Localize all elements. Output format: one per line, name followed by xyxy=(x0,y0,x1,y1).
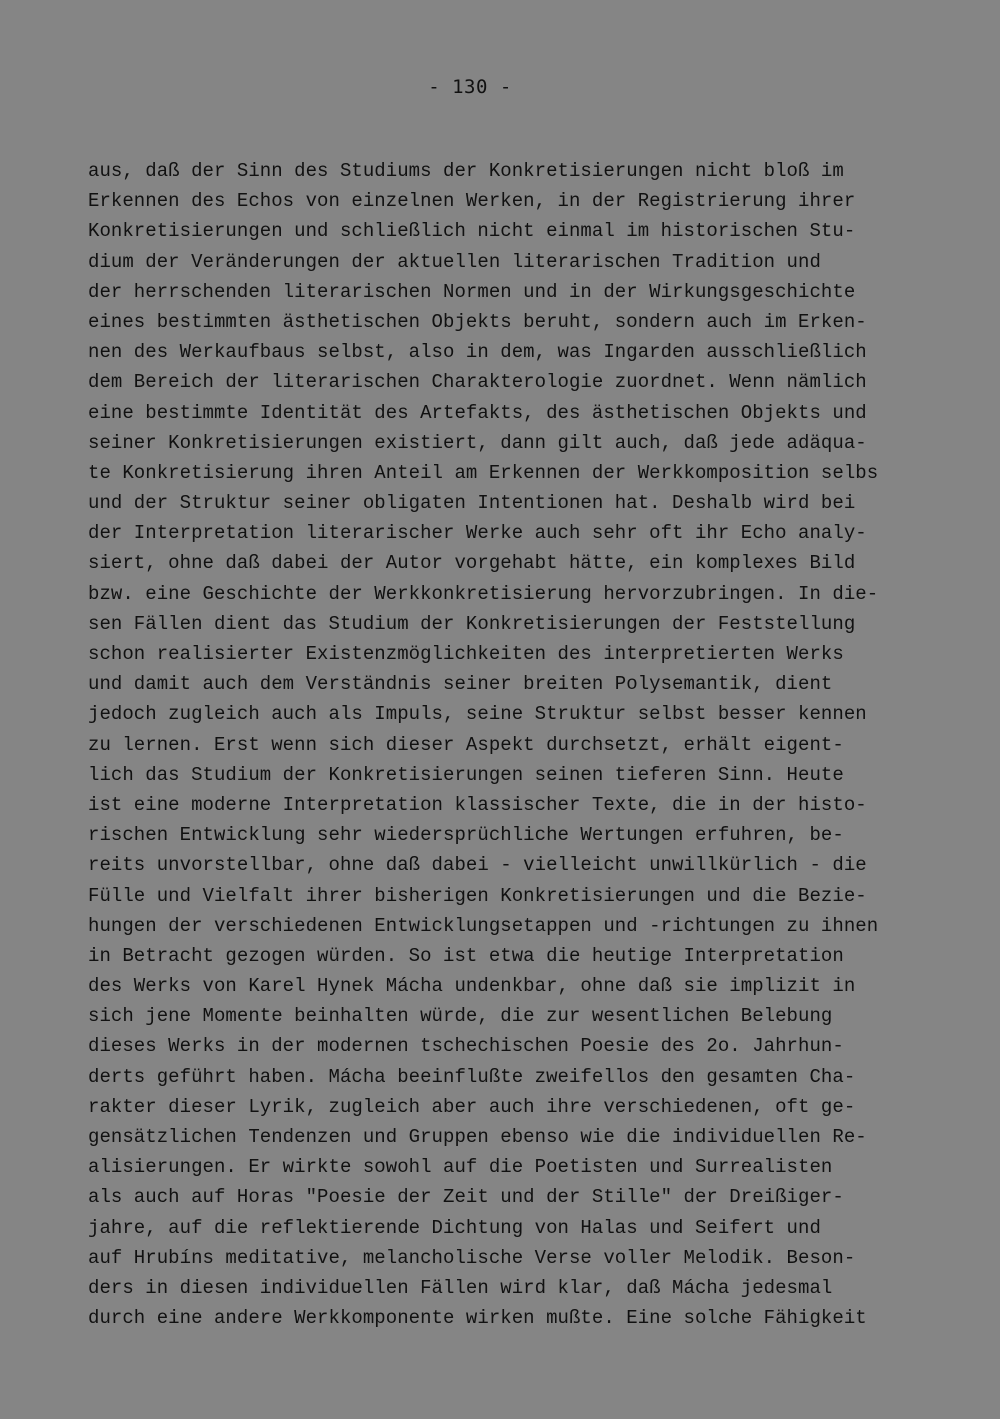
text-line: gensätzlichen Tendenzen und Gruppen ebenso wie die individuellen Re- xyxy=(88,1126,867,1148)
text-line: bzw. eine Geschichte der Werkkonkretisierung hervorzubringen. In die- xyxy=(88,582,879,605)
text-line: dium der Veränderungen der aktuellen literarischen Tradition und xyxy=(88,250,821,273)
text-line: und der Struktur seiner obligaten Intentionen hat. Deshalb wird bei xyxy=(88,492,856,515)
text-line: rakter dieser Lyrik, zugleich aber auch ihre verschiedenen, oft ge- xyxy=(88,1095,856,1118)
text-line: und damit auch dem Verständnis seiner breiten Polysemantik, dient xyxy=(88,673,833,696)
text-line: der Interpretation literarischer Werke auch sehr oft ihr Echo analy- xyxy=(88,522,867,545)
body-text xyxy=(88,156,918,1333)
text-line: Fülle und Vielfalt ihrer bisherigen Konkretisierungen und die Bezie- xyxy=(88,884,867,907)
text-line: auf Hrubíns meditative, melancholische Verse voller Melodik. Beson- xyxy=(88,1246,856,1269)
text-line: in Betracht gezogen würden. So ist etwa die heutige Interpretation xyxy=(88,944,844,967)
text-line: te Konkretisierung ihren Anteil am Erkennen der Werkkomposition selbs xyxy=(88,461,879,484)
text-line: schon realisierter Existenzmöglichkeiten des interpretierten Werks xyxy=(88,643,844,665)
text-line: zu lernen. Erst wenn sich dieser Aspekt durchsetzt, erhält eigent- xyxy=(88,733,844,756)
text-line: sen Fällen dient das Studium der Konkretisierungen der Feststellung xyxy=(88,612,856,635)
text-line: derts geführt haben. Mácha beeinflußte zweifellos den gesamten Cha- xyxy=(88,1065,856,1088)
text-line: eines bestimmten ästhetischen Objekts beruht, sondern auch im Erken- xyxy=(88,310,867,333)
text-line: nen des Werkaufbaus selbst, also in dem, was Ingarden ausschließlich xyxy=(88,341,867,364)
text-line: hungen der verschiedenen Entwicklungsetappen und -richtungen zu ihnen xyxy=(88,914,879,937)
text-line: Konkretisierungen und schließlich nicht einmal im historischen Stu- xyxy=(88,220,856,243)
text-line: des Werks von Karel Hynek Mácha undenkbar, ohne daß sie implizit in xyxy=(88,975,856,998)
text-line: ist eine moderne Interpretation klassischer Texte, die in der histo- xyxy=(88,793,867,816)
text-line: durch eine andere Werkkomponente wirken mußte. Eine solche Fähigkeit xyxy=(88,1307,867,1330)
text-line: reits unvorstellbar, ohne daß dabei - vielleicht unwillkürlich - die xyxy=(88,854,867,877)
text-line: siert, ohne daß dabei der Autor vorgehabt hätte, ein komplexes Bild xyxy=(88,552,856,575)
text-line: dem Bereich der literarischen Charakterologie zuordnet. Wenn nämlich xyxy=(88,371,867,394)
text-line: lich das Studium der Konkretisierungen seinen tieferen Sinn. Heute xyxy=(88,763,844,786)
text-line: eine bestimmte Identität des Artefakts, des ästhetischen Objekts und xyxy=(88,401,867,424)
text-line: Erkennen des Echos von einzelnen Werken, in der Registrierung ihrer xyxy=(88,190,856,213)
text-line: der herrschenden literarischen Normen und in der Wirkungsgeschichte xyxy=(88,280,856,303)
text-line: seiner Konkretisierungen existiert, dann gilt auch, daß jede adäqua- xyxy=(88,431,867,454)
text-line: sich jene Momente beinhalten würde, die zur wesentlichen Belebung xyxy=(88,1005,833,1028)
text-line: rischen Entwicklung sehr wiedersprüchliche Wertungen erfuhren, be- xyxy=(88,824,844,847)
text-line: als auch auf Horas "Poesie der Zeit und der Stille" der Dreißiger- xyxy=(88,1186,844,1209)
text-line: jahre, auf die reflektierende Dichtung von Halas und Seifert und xyxy=(88,1216,821,1239)
text-line: ders in diesen individuellen Fällen wird klar, daß Mácha jedesmal xyxy=(88,1276,833,1299)
text-line: aus, daß der Sinn des Studiums der Konkretisierungen nicht bloß im xyxy=(88,160,844,182)
text-line: alisierungen. Er wirkte sowohl auf die Poetisten und Surrealisten xyxy=(88,1156,833,1179)
text-line: jedoch zugleich auch als Impuls, seine Struktur selbst besser kennen xyxy=(88,703,867,726)
text-line: dieses Werks in der modernen tschechischen Poesie des 2o. Jahrhun- xyxy=(88,1035,844,1058)
page-number: - 130 - xyxy=(428,76,512,98)
